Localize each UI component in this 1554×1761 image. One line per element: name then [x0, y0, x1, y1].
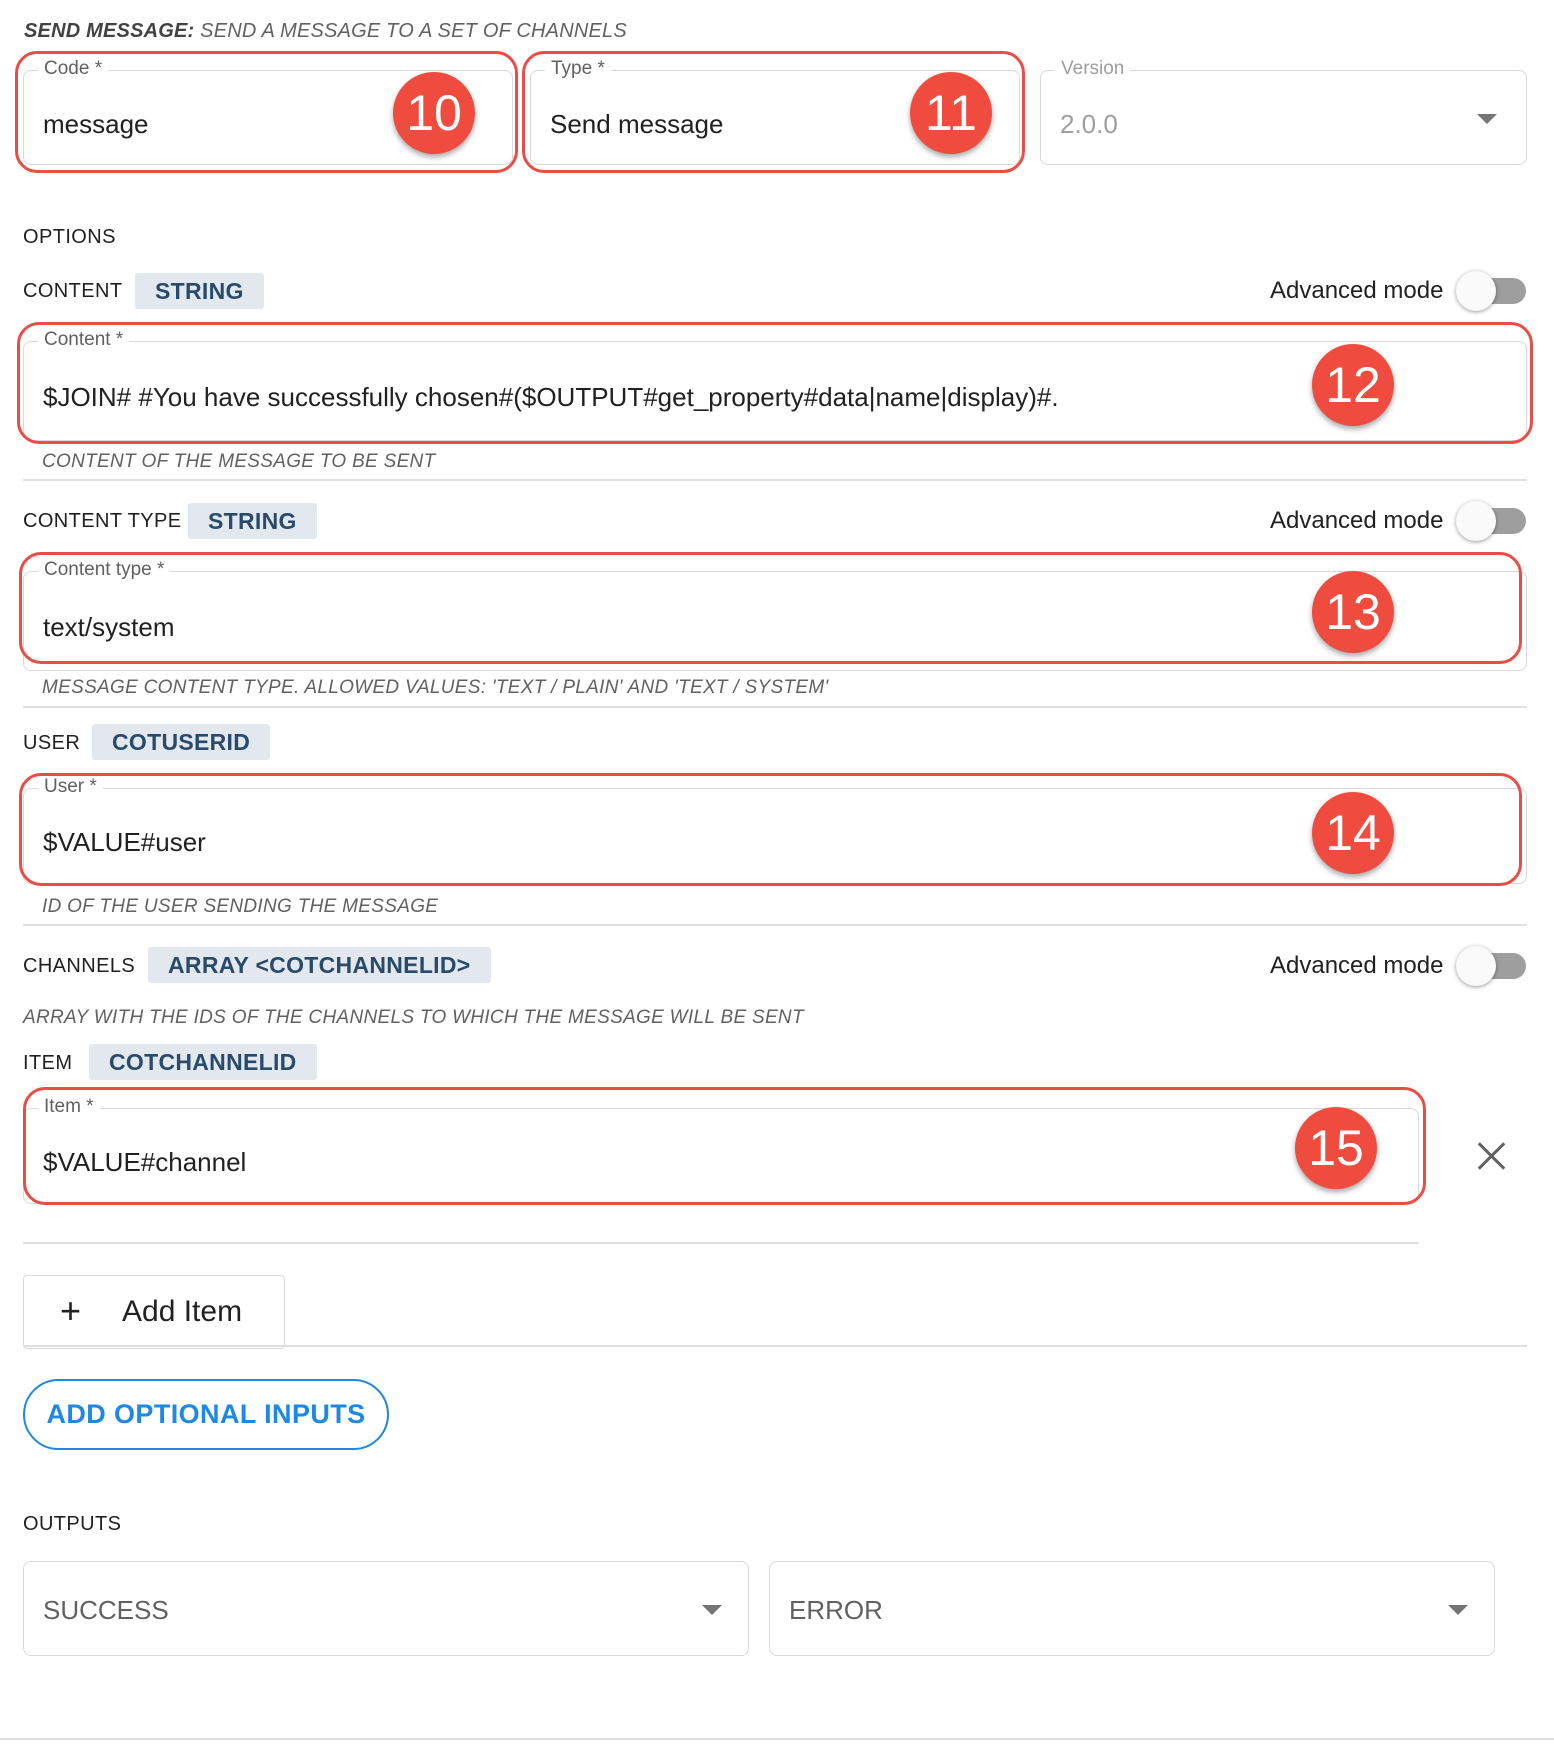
item-section-label: ITEM: [23, 1052, 73, 1074]
code-field-value: message: [43, 109, 149, 139]
item-field[interactable]: [23, 1096, 1419, 1204]
content-type-advanced-mode-label: Advanced mode: [1270, 507, 1444, 534]
channels-section-label: CHANNELS: [23, 955, 136, 977]
content-type-field-value: text/system: [43, 612, 175, 642]
callout-badge-10: 10: [393, 72, 475, 154]
content-type-hint: MESSAGE CONTENT TYPE. ALLOWED VALUES: 'TEXT / PLAIN' AND 'TEXT / SYSTEM': [42, 677, 829, 698]
user-field[interactable]: [23, 776, 1527, 884]
type-field-label: Type *: [545, 58, 611, 80]
content-hint: CONTENT OF THE MESSAGE TO BE SENT: [42, 451, 436, 472]
node-header-prefix: SEND MESSAGE:: [24, 20, 195, 42]
bottom-divider: [0, 1738, 1554, 1740]
channels-type-chip: ARRAY <COTCHANNELID>: [148, 947, 491, 983]
content-divider: [23, 479, 1527, 481]
callout-badge-14: 14: [1312, 792, 1394, 874]
outputs-title: OUTPUTS: [23, 1513, 122, 1535]
item-field-label: Item *: [38, 1096, 100, 1118]
content-type-advanced-mode-knob[interactable]: [1456, 501, 1496, 541]
content-advanced-mode-label: Advanced mode: [1270, 277, 1444, 304]
item-type-chip: COTCHANNELID: [89, 1044, 317, 1080]
item-divider: [23, 1242, 1419, 1244]
channels-advanced-mode-knob[interactable]: [1456, 946, 1496, 986]
content-section-label: CONTENT: [23, 280, 123, 302]
content-type-divider: [23, 706, 1527, 708]
content-field-value: $JOIN# #You have successfully chosen#($OUTPUT#get_property#data|name|display)#.: [43, 382, 1059, 412]
content-advanced-mode-knob[interactable]: [1456, 271, 1496, 311]
error-output-value: ERROR: [789, 1595, 883, 1625]
chevron-down-icon: [1477, 114, 1497, 124]
code-field-label: Code *: [38, 58, 108, 80]
channels-advanced-mode-label: Advanced mode: [1270, 952, 1444, 979]
callout-badge-15: 15: [1295, 1107, 1377, 1189]
add-item-button[interactable]: [23, 1275, 285, 1349]
user-hint: ID OF THE USER SENDING THE MESSAGE: [42, 896, 439, 917]
content-type-chip: STRING: [135, 273, 264, 309]
remove-item-icon[interactable]: [1474, 1138, 1510, 1174]
content-field-label: Content *: [38, 329, 129, 351]
content-type-type-chip: STRING: [188, 503, 317, 539]
content-type-field-label: Content type *: [38, 559, 170, 581]
callout-badge-13: 13: [1312, 571, 1394, 653]
add-item-label: Add Item: [122, 1295, 243, 1328]
user-section-label: USER: [23, 732, 81, 754]
options-title: OPTIONS: [23, 226, 116, 248]
add-optional-inputs-button[interactable]: ADD OPTIONAL INPUTS: [23, 1379, 389, 1450]
error-output-select[interactable]: [769, 1561, 1495, 1656]
user-divider: [23, 924, 1527, 926]
user-field-label: User *: [38, 776, 103, 798]
version-select[interactable]: [1040, 58, 1527, 165]
content-field[interactable]: [23, 329, 1527, 441]
channels-hint: ARRAY WITH THE IDS OF THE CHANNELS TO WHICH THE MESSAGE WILL BE SENT: [23, 1007, 804, 1028]
success-output-value: SUCCESS: [43, 1595, 169, 1625]
content-type-section-label: CONTENT TYPE: [23, 510, 182, 532]
chevron-down-icon: [1448, 1605, 1468, 1615]
user-type-chip: COTUSERID: [92, 724, 270, 760]
node-header-description: SEND A MESSAGE TO A SET OF CHANNELS: [200, 20, 627, 42]
version-select-value: 2.0.0: [1060, 109, 1118, 139]
callout-badge-12: 12: [1312, 344, 1394, 426]
chevron-down-icon: [702, 1605, 722, 1615]
node-header: [24, 20, 627, 43]
user-field-value: $VALUE#user: [43, 827, 206, 857]
version-select-label: Version: [1055, 58, 1130, 80]
success-output-select[interactable]: [23, 1561, 749, 1656]
content-type-field[interactable]: [23, 559, 1527, 671]
callout-badge-11: 11: [910, 72, 992, 154]
type-field-value: Send message: [550, 109, 724, 139]
item-field-value: $VALUE#channel: [43, 1147, 247, 1177]
plus-icon: +: [60, 1290, 82, 1331]
channels-divider: [23, 1345, 1527, 1347]
